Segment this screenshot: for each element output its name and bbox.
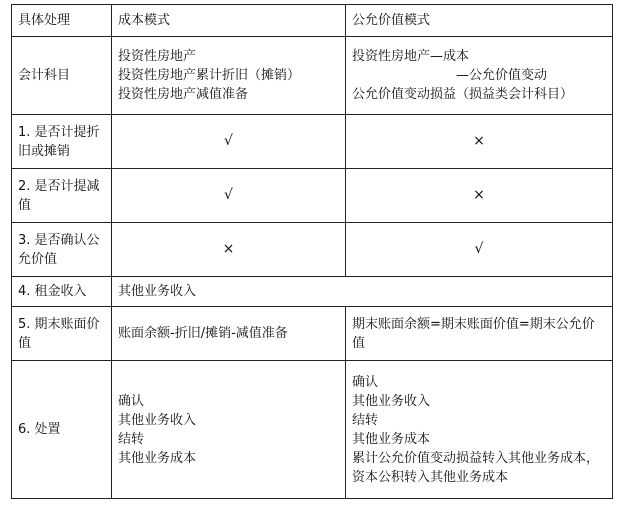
cost-account-line: 投资性房地产减值准备 bbox=[118, 87, 249, 102]
header-col-cost-model: 成本模式 bbox=[112, 5, 346, 37]
fair-account-line: 投资性房地产—成本 bbox=[352, 49, 470, 64]
cost-depreciation-check-icon: √ bbox=[112, 115, 346, 169]
row-label-accounts: 会计科目 bbox=[12, 37, 112, 115]
fair-account-line: —公允价值变动 bbox=[456, 68, 548, 83]
fair-account-line: 公允价值变动损益（损益类会计科目） bbox=[352, 87, 574, 102]
row-label-disposal: 6. 处置 bbox=[12, 361, 112, 499]
row-impairment bbox=[12, 169, 613, 223]
row-book-value bbox=[12, 307, 613, 361]
rent-value-cell: 其他业务收入 bbox=[112, 277, 613, 307]
cost-disposal-line: 其他业务成本 bbox=[118, 450, 197, 466]
cost-disposal-line: 其他业务收入 bbox=[118, 412, 197, 428]
fair-book-value-cell: 期末账面余额=期末账面价值=期末公允价值 bbox=[346, 307, 613, 361]
fair-disposal-note: 累计公允价值变动损益转入其他业务成本，资本公积转入其他业务成本 bbox=[352, 450, 600, 485]
cost-disposal-line: 确认 bbox=[118, 393, 145, 409]
row-rent bbox=[12, 277, 613, 307]
fair-disposal-line: 结转 bbox=[352, 412, 379, 428]
fair-depreciation-cross-icon: × bbox=[346, 115, 613, 169]
cost-impairment-check-icon: √ bbox=[112, 169, 346, 223]
row-disposal bbox=[12, 361, 613, 499]
row-label-rent: 4. 租金收入 bbox=[12, 277, 112, 307]
row-label-depreciation: 1. 是否计提折旧或摊销 bbox=[12, 115, 112, 169]
cost-account-line: 投资性房地产累计折旧（摊销） bbox=[118, 68, 301, 83]
fair-disposal-line: 其他业务成本 bbox=[352, 431, 431, 447]
cost-fair-value-cross-icon: × bbox=[112, 223, 346, 277]
fair-fair-value-check-icon: √ bbox=[346, 223, 613, 277]
cost-disposal-cell bbox=[112, 361, 346, 499]
cost-book-value-cell: 账面余额-折旧/摊销-减值准备 bbox=[112, 307, 346, 361]
fair-impairment-cross-icon: × bbox=[346, 169, 613, 223]
row-accounts bbox=[12, 37, 613, 115]
cost-accounts-cell bbox=[112, 37, 346, 115]
row-depreciation bbox=[12, 115, 613, 169]
fair-disposal-line: 其他业务收入 bbox=[352, 393, 431, 409]
row-fair-value bbox=[12, 223, 613, 277]
row-label-impairment: 2. 是否计提减值 bbox=[12, 169, 112, 223]
header-col-fair-value-model: 公允价值模式 bbox=[346, 5, 613, 37]
fair-disposal-line: 确认 bbox=[352, 374, 379, 390]
comparison-table bbox=[11, 4, 613, 499]
row-label-fair-value: 3. 是否确认公允价值 bbox=[12, 223, 112, 277]
row-label-book-value: 5. 期末账面价值 bbox=[12, 307, 112, 361]
cost-disposal-line: 结转 bbox=[118, 431, 145, 447]
header-row bbox=[12, 5, 613, 37]
fair-accounts-cell bbox=[346, 37, 613, 115]
header-col-treatment: 具体处理 bbox=[12, 5, 112, 37]
fair-disposal-cell bbox=[346, 361, 613, 499]
cost-account-line: 投资性房地产 bbox=[118, 49, 197, 64]
